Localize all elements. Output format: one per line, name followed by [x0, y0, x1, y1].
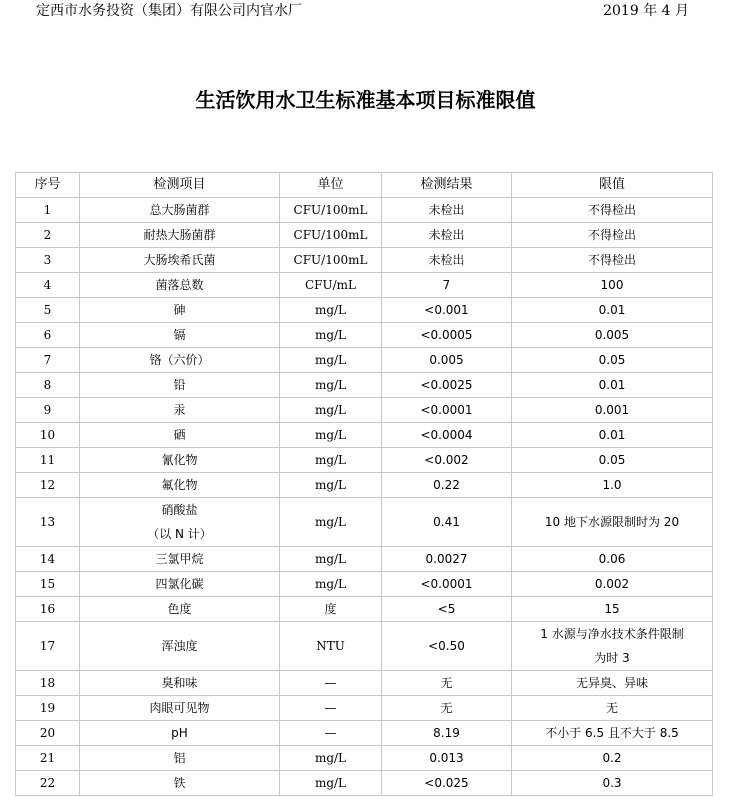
table-row [16, 198, 713, 223]
cell-item: pH [80, 721, 280, 746]
column-header-result: 检测结果 [382, 173, 512, 198]
cell-unit: — [280, 671, 382, 696]
cell-limit: 不得检出 [512, 248, 713, 273]
cell-index: 11 [16, 448, 80, 473]
cell-unit: mg/L [280, 398, 382, 423]
cell-item: 菌落总数 [80, 273, 280, 298]
cell-unit: CFU/mL [280, 273, 382, 298]
org-name: 定西市水务投资（集团）有限公司内官水厂 [36, 3, 302, 19]
cell-item: 四氯化碳 [80, 572, 280, 597]
cell-item: 硝酸盐 （以 N 计） [80, 498, 280, 547]
cell-index: 19 [16, 696, 80, 721]
cell-unit: mg/L [280, 473, 382, 498]
table-row [16, 273, 713, 298]
cell-limit: 10 地下水源限制时为 20 [512, 498, 713, 547]
cell-result: <0.0025 [382, 373, 512, 398]
cell-unit: mg/L [280, 373, 382, 398]
cell-index: 10 [16, 423, 80, 448]
table-row [16, 498, 713, 547]
cell-limit: 0.002 [512, 572, 713, 597]
table-row [16, 473, 713, 498]
cell-limit: 0.01 [512, 373, 713, 398]
cell-unit: mg/L [280, 448, 382, 473]
cell-index: 22 [16, 771, 80, 796]
cell-limit: 0.05 [512, 448, 713, 473]
cell-result: 0.22 [382, 473, 512, 498]
cell-index: 5 [16, 298, 80, 323]
table-row [16, 597, 713, 622]
cell-item: 砷 [80, 298, 280, 323]
cell-result: 7 [382, 273, 512, 298]
cell-limit: 0.2 [512, 746, 713, 771]
cell-result: <0.0005 [382, 323, 512, 348]
cell-index: 14 [16, 547, 80, 572]
cell-index: 6 [16, 323, 80, 348]
cell-index: 4 [16, 273, 80, 298]
table-header-row [16, 173, 713, 198]
table-row [16, 671, 713, 696]
cell-limit: 不得检出 [512, 223, 713, 248]
cell-result: 无 [382, 696, 512, 721]
cell-index: 9 [16, 398, 80, 423]
table-row [16, 298, 713, 323]
cell-index: 18 [16, 671, 80, 696]
table-body [16, 198, 713, 796]
cell-index: 13 [16, 498, 80, 547]
cell-item: 总大肠菌群 [80, 198, 280, 223]
cell-result: <0.0001 [382, 572, 512, 597]
cell-limit: 0.01 [512, 423, 713, 448]
cell-item: 大肠埃希氏菌 [80, 248, 280, 273]
cell-limit: 100 [512, 273, 713, 298]
cell-result: <0.0004 [382, 423, 512, 448]
cell-unit: CFU/100mL [280, 223, 382, 248]
cell-index: 20 [16, 721, 80, 746]
cell-unit: CFU/100mL [280, 198, 382, 223]
cell-unit: mg/L [280, 547, 382, 572]
cell-result: 未检出 [382, 248, 512, 273]
cell-result: 未检出 [382, 198, 512, 223]
cell-item: 三氯甲烷 [80, 547, 280, 572]
cell-item: 肉眼可见物 [80, 696, 280, 721]
cell-item: 耐热大肠菌群 [80, 223, 280, 248]
cell-unit: mg/L [280, 572, 382, 597]
cell-item: 色度 [80, 597, 280, 622]
cell-limit: 0.06 [512, 547, 713, 572]
page-title: 生活饮用水卫生标准基本项目标准限值 [195, 88, 536, 112]
column-header-limit: 限值 [512, 173, 713, 198]
standards-table [15, 172, 713, 796]
cell-result: <0.001 [382, 298, 512, 323]
cell-unit: mg/L [280, 746, 382, 771]
cell-limit: 0.3 [512, 771, 713, 796]
cell-result: 0.005 [382, 348, 512, 373]
cell-result: <0.50 [382, 622, 512, 671]
cell-limit: 0.01 [512, 298, 713, 323]
cell-result: <0.002 [382, 448, 512, 473]
cell-item: 氰化物 [80, 448, 280, 473]
column-header-unit: 单位 [280, 173, 382, 198]
table-row [16, 398, 713, 423]
cell-unit: NTU [280, 622, 382, 671]
cell-unit: mg/L [280, 298, 382, 323]
cell-index: 1 [16, 198, 80, 223]
cell-item: 镉 [80, 323, 280, 348]
cell-item: 浑浊度 [80, 622, 280, 671]
cell-limit: 不小于 6.5 且不大于 8.5 [512, 721, 713, 746]
column-header-item: 检测项目 [80, 173, 280, 198]
cell-unit: mg/L [280, 771, 382, 796]
cell-result: <0.0001 [382, 398, 512, 423]
cell-index: 3 [16, 248, 80, 273]
cell-unit: mg/L [280, 323, 382, 348]
cell-index: 12 [16, 473, 80, 498]
cell-unit: mg/L [280, 423, 382, 448]
table-row [16, 622, 713, 671]
cell-result: 无 [382, 671, 512, 696]
cell-index: 15 [16, 572, 80, 597]
table-row [16, 696, 713, 721]
cell-item: 硒 [80, 423, 280, 448]
column-header-index: 序号 [16, 173, 80, 198]
table-row [16, 348, 713, 373]
cell-limit: 1.0 [512, 473, 713, 498]
table-row [16, 771, 713, 796]
table-row [16, 746, 713, 771]
cell-result: 0.0027 [382, 547, 512, 572]
cell-index: 8 [16, 373, 80, 398]
table-row [16, 547, 713, 572]
cell-index: 17 [16, 622, 80, 671]
cell-limit: 无 [512, 696, 713, 721]
cell-limit: 无异臭、异味 [512, 671, 713, 696]
report-date: 2019 年 4 月 [603, 3, 689, 19]
cell-unit: CFU/100mL [280, 248, 382, 273]
cell-result: <5 [382, 597, 512, 622]
table-row [16, 323, 713, 348]
cell-item: 汞 [80, 398, 280, 423]
cell-limit: 0.001 [512, 398, 713, 423]
table-row [16, 223, 713, 248]
cell-index: 21 [16, 746, 80, 771]
cell-item: 臭和味 [80, 671, 280, 696]
cell-unit: — [280, 696, 382, 721]
cell-result: 0.013 [382, 746, 512, 771]
cell-item: 铬（六价） [80, 348, 280, 373]
cell-result: <0.025 [382, 771, 512, 796]
cell-index: 7 [16, 348, 80, 373]
cell-limit: 1 水源与净水技术条件限制 为时 3 [512, 622, 713, 671]
cell-unit: 度 [280, 597, 382, 622]
table-row [16, 423, 713, 448]
table-row [16, 373, 713, 398]
cell-result: 8.19 [382, 721, 512, 746]
table-row [16, 572, 713, 597]
table-row [16, 721, 713, 746]
table-row [16, 448, 713, 473]
cell-item: 铁 [80, 771, 280, 796]
cell-result: 未检出 [382, 223, 512, 248]
cell-item: 铅 [80, 373, 280, 398]
cell-index: 16 [16, 597, 80, 622]
cell-unit: mg/L [280, 348, 382, 373]
cell-limit: 0.005 [512, 323, 713, 348]
cell-unit: — [280, 721, 382, 746]
cell-index: 2 [16, 223, 80, 248]
cell-limit: 0.05 [512, 348, 713, 373]
cell-item: 铝 [80, 746, 280, 771]
cell-result: 0.41 [382, 498, 512, 547]
table-row [16, 248, 713, 273]
cell-limit: 15 [512, 597, 713, 622]
cell-unit: mg/L [280, 498, 382, 547]
cell-limit: 不得检出 [512, 198, 713, 223]
cell-item: 氟化物 [80, 473, 280, 498]
